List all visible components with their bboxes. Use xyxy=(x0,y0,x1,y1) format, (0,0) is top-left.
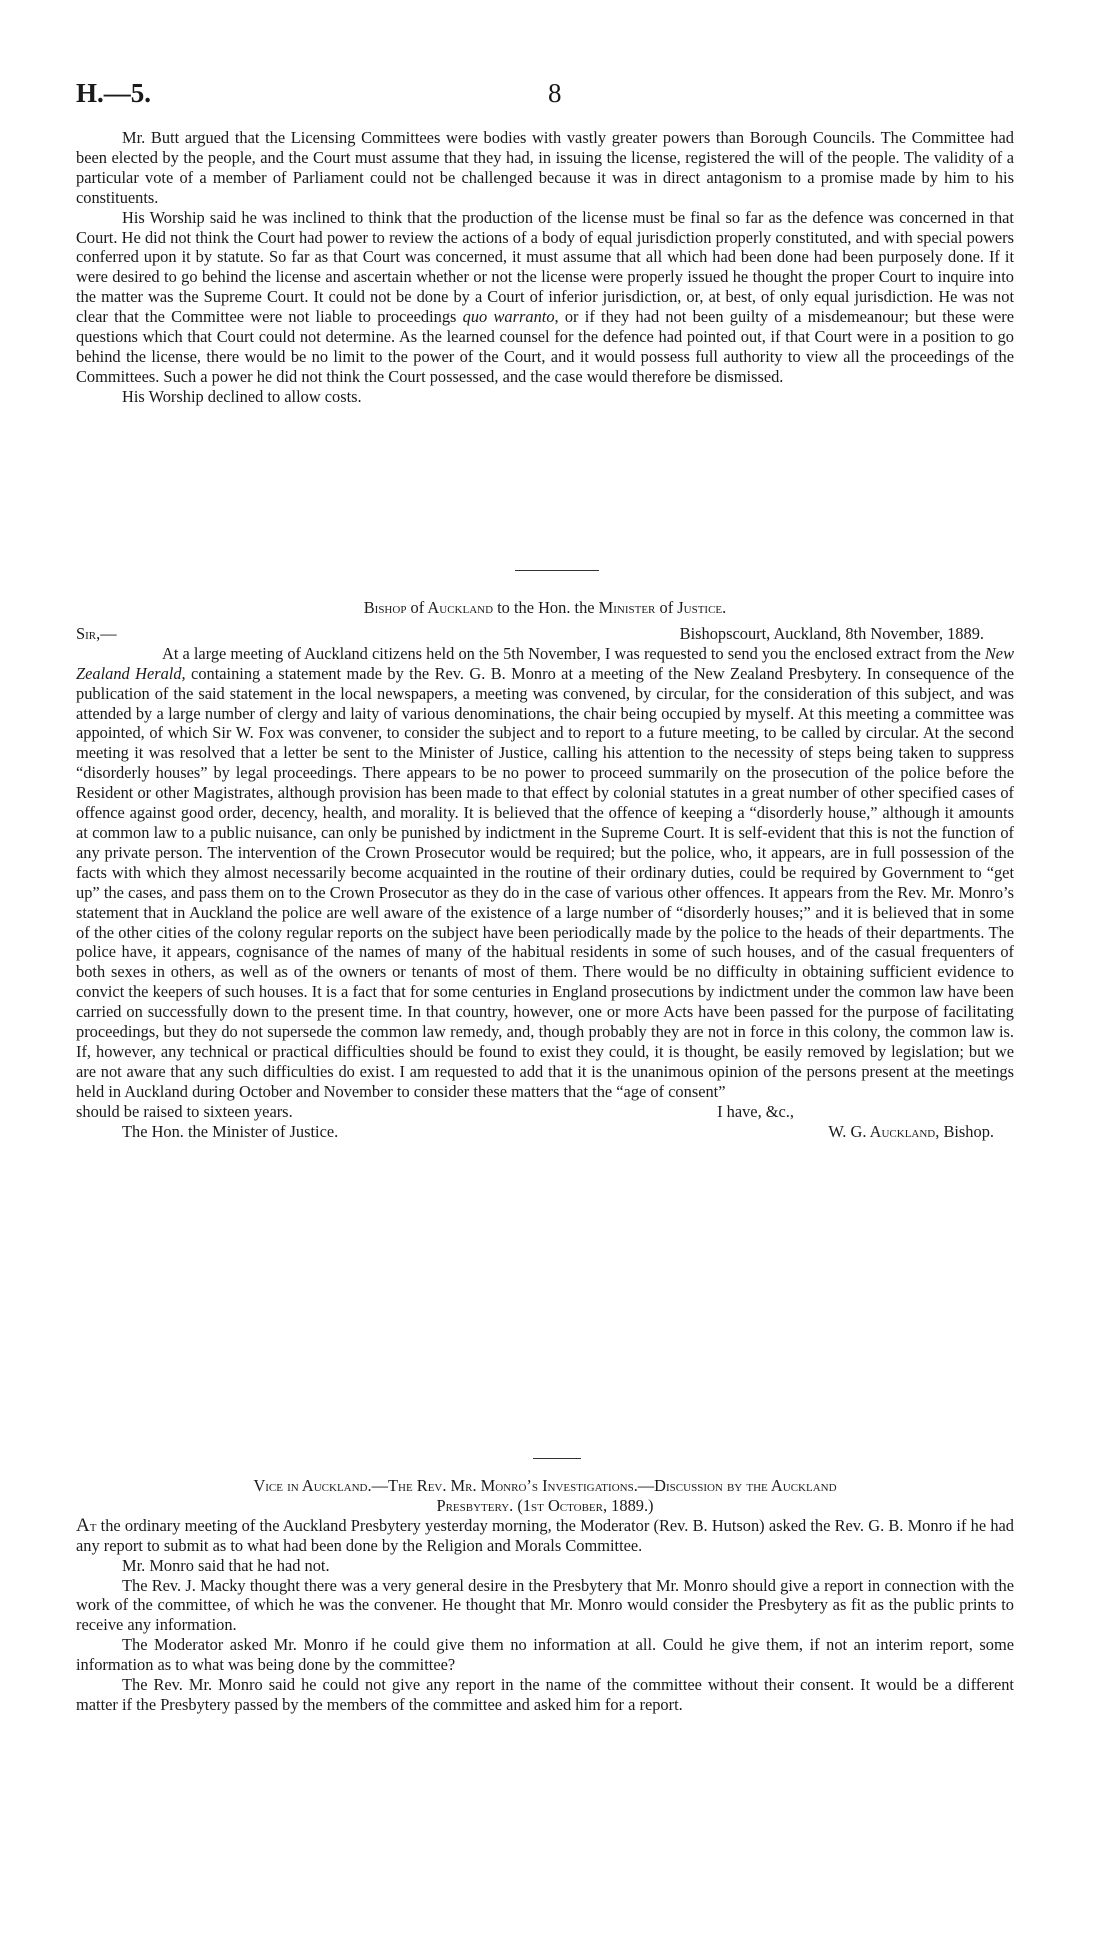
presbytery-article-section xyxy=(76,1476,1014,1715)
salutation-row xyxy=(76,624,1014,644)
signature-row xyxy=(76,1122,1014,1142)
court-report-section xyxy=(76,128,1014,407)
article-paragraph-1: At the ordinary meeting of the Auckland Presbytery yesterday morning, the Moderator (Rev. B. Hutson) asked the Rev. G. B. Monro if he had any report to submit as to what had been done by the Religion and Morals Committee. xyxy=(76,1514,1014,1555)
article-paragraph-2: Mr. Monro said that he had not. xyxy=(122,1555,330,1575)
letter-heading: Bishop of Auckland to the Hon. the Minister of Justice. xyxy=(363,598,727,617)
section-divider-2 xyxy=(533,1458,581,1459)
article-paragraph-4: The Moderator asked Mr. Monro if he could give them no information at all. Could he give them, if not an interim report, some information as to what was being done by the committee? xyxy=(76,1635,1014,1675)
paragraph-costs: His Worship declined to allow costs. xyxy=(122,386,362,406)
document-reference: H.—5. xyxy=(76,78,152,108)
bishop-letter-section xyxy=(76,598,1014,1141)
addressee: The Hon. the Minister of Justice. xyxy=(122,1121,339,1141)
signature: W. G. Auckland, Bishop. xyxy=(828,1121,994,1141)
closing-row xyxy=(76,1102,1014,1122)
article-title-line-2: Presbytery. (1st October, 1889.) xyxy=(436,1495,654,1515)
letter-body: At a large meeting of Auckland citizens held on the 5th November, I was requested to send you the enclosed extract from the New Zealand Herald, containing a statement made by the Rev. G. B. Monro at a meeting of the New Zealand Presbytery. In consequence of the publication of the said statement in the local newspapers, a meeting was convened, by circular, for the consideration of this subject, and was attended by a large number of clergy and laity of various denominations, the chair being occupied by myself. At this meeting a committee was appointed, of which Sir W. Fox was convener, to consider the subject and to report to a future meeting, to be called by circular. At the second meeting it was resolved that a letter be sent to the Minister of Justice, calling his attention to the necessity of steps being taken to suppress “disorderly houses” by legal proceedings. There appears to be no power to proceed summarily on the prosecution of the police before the Resident or other Magistrates, although provision has been made to that effect by colonial statutes in a great number of other specified cases of offence against good order, decency, health, and morality. It is believed that the offence of keeping a “disorderly house,” although it amounts at common law to a public nuisance, can only be punished by indictment in the Supreme Court. It is self-evident that this is not the function of any private person. The intervention of the Crown Prosecutor would be required; but the police, who, it appears, are in full possession of the facts with which they almost necessarily become acquainted in the routine of their ordinary duties, could be required by Government to “get up” the cases, and pass them on to the Crown Prosecutor as they do in the case of various other offences. It appears from the Rev. Mr. Monro’s statement that in Auckland the police are well aware of the existence of a large number of “disorderly houses;” and it is believed that in some of the other cities of the colony regular reports on the subject have been periodically made by the police to the heads of their departments. The police have, it appears, cognisance of the names of many of the habitual residents in some of such houses, and of the casual frequenters of both sexes in others, as well as of the owners or tenants of most of them. There would be no difficulty in obtaining sufficient evidence to convict the keepers of such houses. It is a fact that for some centuries in England prosecutions by indictment under the common law have been carried on successfully down to the present time. In that country, however, one or more Acts have been passed for the purpose of facilitating proceedings, but they do not supersede the common law remedy, and, though probably they are not in force in this colony, the common law is. If, however, any technical or practical difficulties should be found to exist they could, it is thought, be easily removed by legislation; but we are not aware that any such difficulties do exist. I am requested to add that it is the unanimous opinion of the persons present at the meetings held in Auckland during October and November to consider these matters that the “age of consent” xyxy=(76,643,1015,1101)
paragraph-worship-ruling: His Worship said he was inclined to think that the production of the license must be final so far as the defence was concerned in that Court. He did not think the Court had power to review the actions of a body of equal jurisdiction properly constituted, and with special powers conferred upon it by statute. So far as that Court was concerned, it must assume that all which had been done had been purposely done. If it were desired to go behind the license and ascertain whether or not the license were properly issued he thought the proper Court to inquire into the matter was the Supreme Court. It could not be done by a Court of inferior jurisdiction, or, at best, of only equal jurisdiction. He was not clear that the Committee were not liable to proceedings quo warranto, or if they had not been guilty of a misdemeanour; but these were questions which that Court could not determine. As the learned counsel for the defence had pointed out, if that Court were in a position to go behind the license, there would be no limit to the power of the Court, and it would possess full authority to view all the proceedings of the Committees. Such a power he did not think the Court possessed, and the case would therefore be dismissed. xyxy=(76,207,1014,386)
paragraph-butt-argument: Mr. Butt argued that the Licensing Committees were bodies with vastly greater powers than Borough Councils. The Committee had been elected by the people, and the Court must assume that they had, in issuing the license, registered the will of the people. The validity of a particular vote of a member of Parliament could not be challenged because it was in direct antagonism to a promise made by him to his constituents. xyxy=(76,128,1014,207)
closing-formula: I have, &c., xyxy=(717,1101,794,1121)
article-paragraph-5: The Rev. Mr. Monro said he could not give any report in the name of the committee without their consent. It would be a different matter if the Presbytery passed by the members of the committee and asked him for a report. xyxy=(76,1675,1014,1714)
article-paragraph-3: The Rev. J. Macky thought there was a very general desire in the Presbytery that Mr. Monro should give a report in connection with the work of the committee, of which he was the convener. He thought that Mr. Monro would consider the Presbytery as fit as the public prints to receive any information. xyxy=(76,1575,1014,1635)
page-number: 8 xyxy=(548,78,562,108)
salutation: Sir,— xyxy=(76,623,117,643)
article-title-line-1: Vice in Auckland.—The Rev. Mr. Monro’s Investigations.—Discussion by the Auckland xyxy=(253,1476,837,1495)
place-date: Bishopscourt, Auckland, 8th November, 1889. xyxy=(679,623,984,643)
section-divider xyxy=(515,570,599,571)
closing-text: should be raised to sixteen years. xyxy=(76,1101,293,1121)
